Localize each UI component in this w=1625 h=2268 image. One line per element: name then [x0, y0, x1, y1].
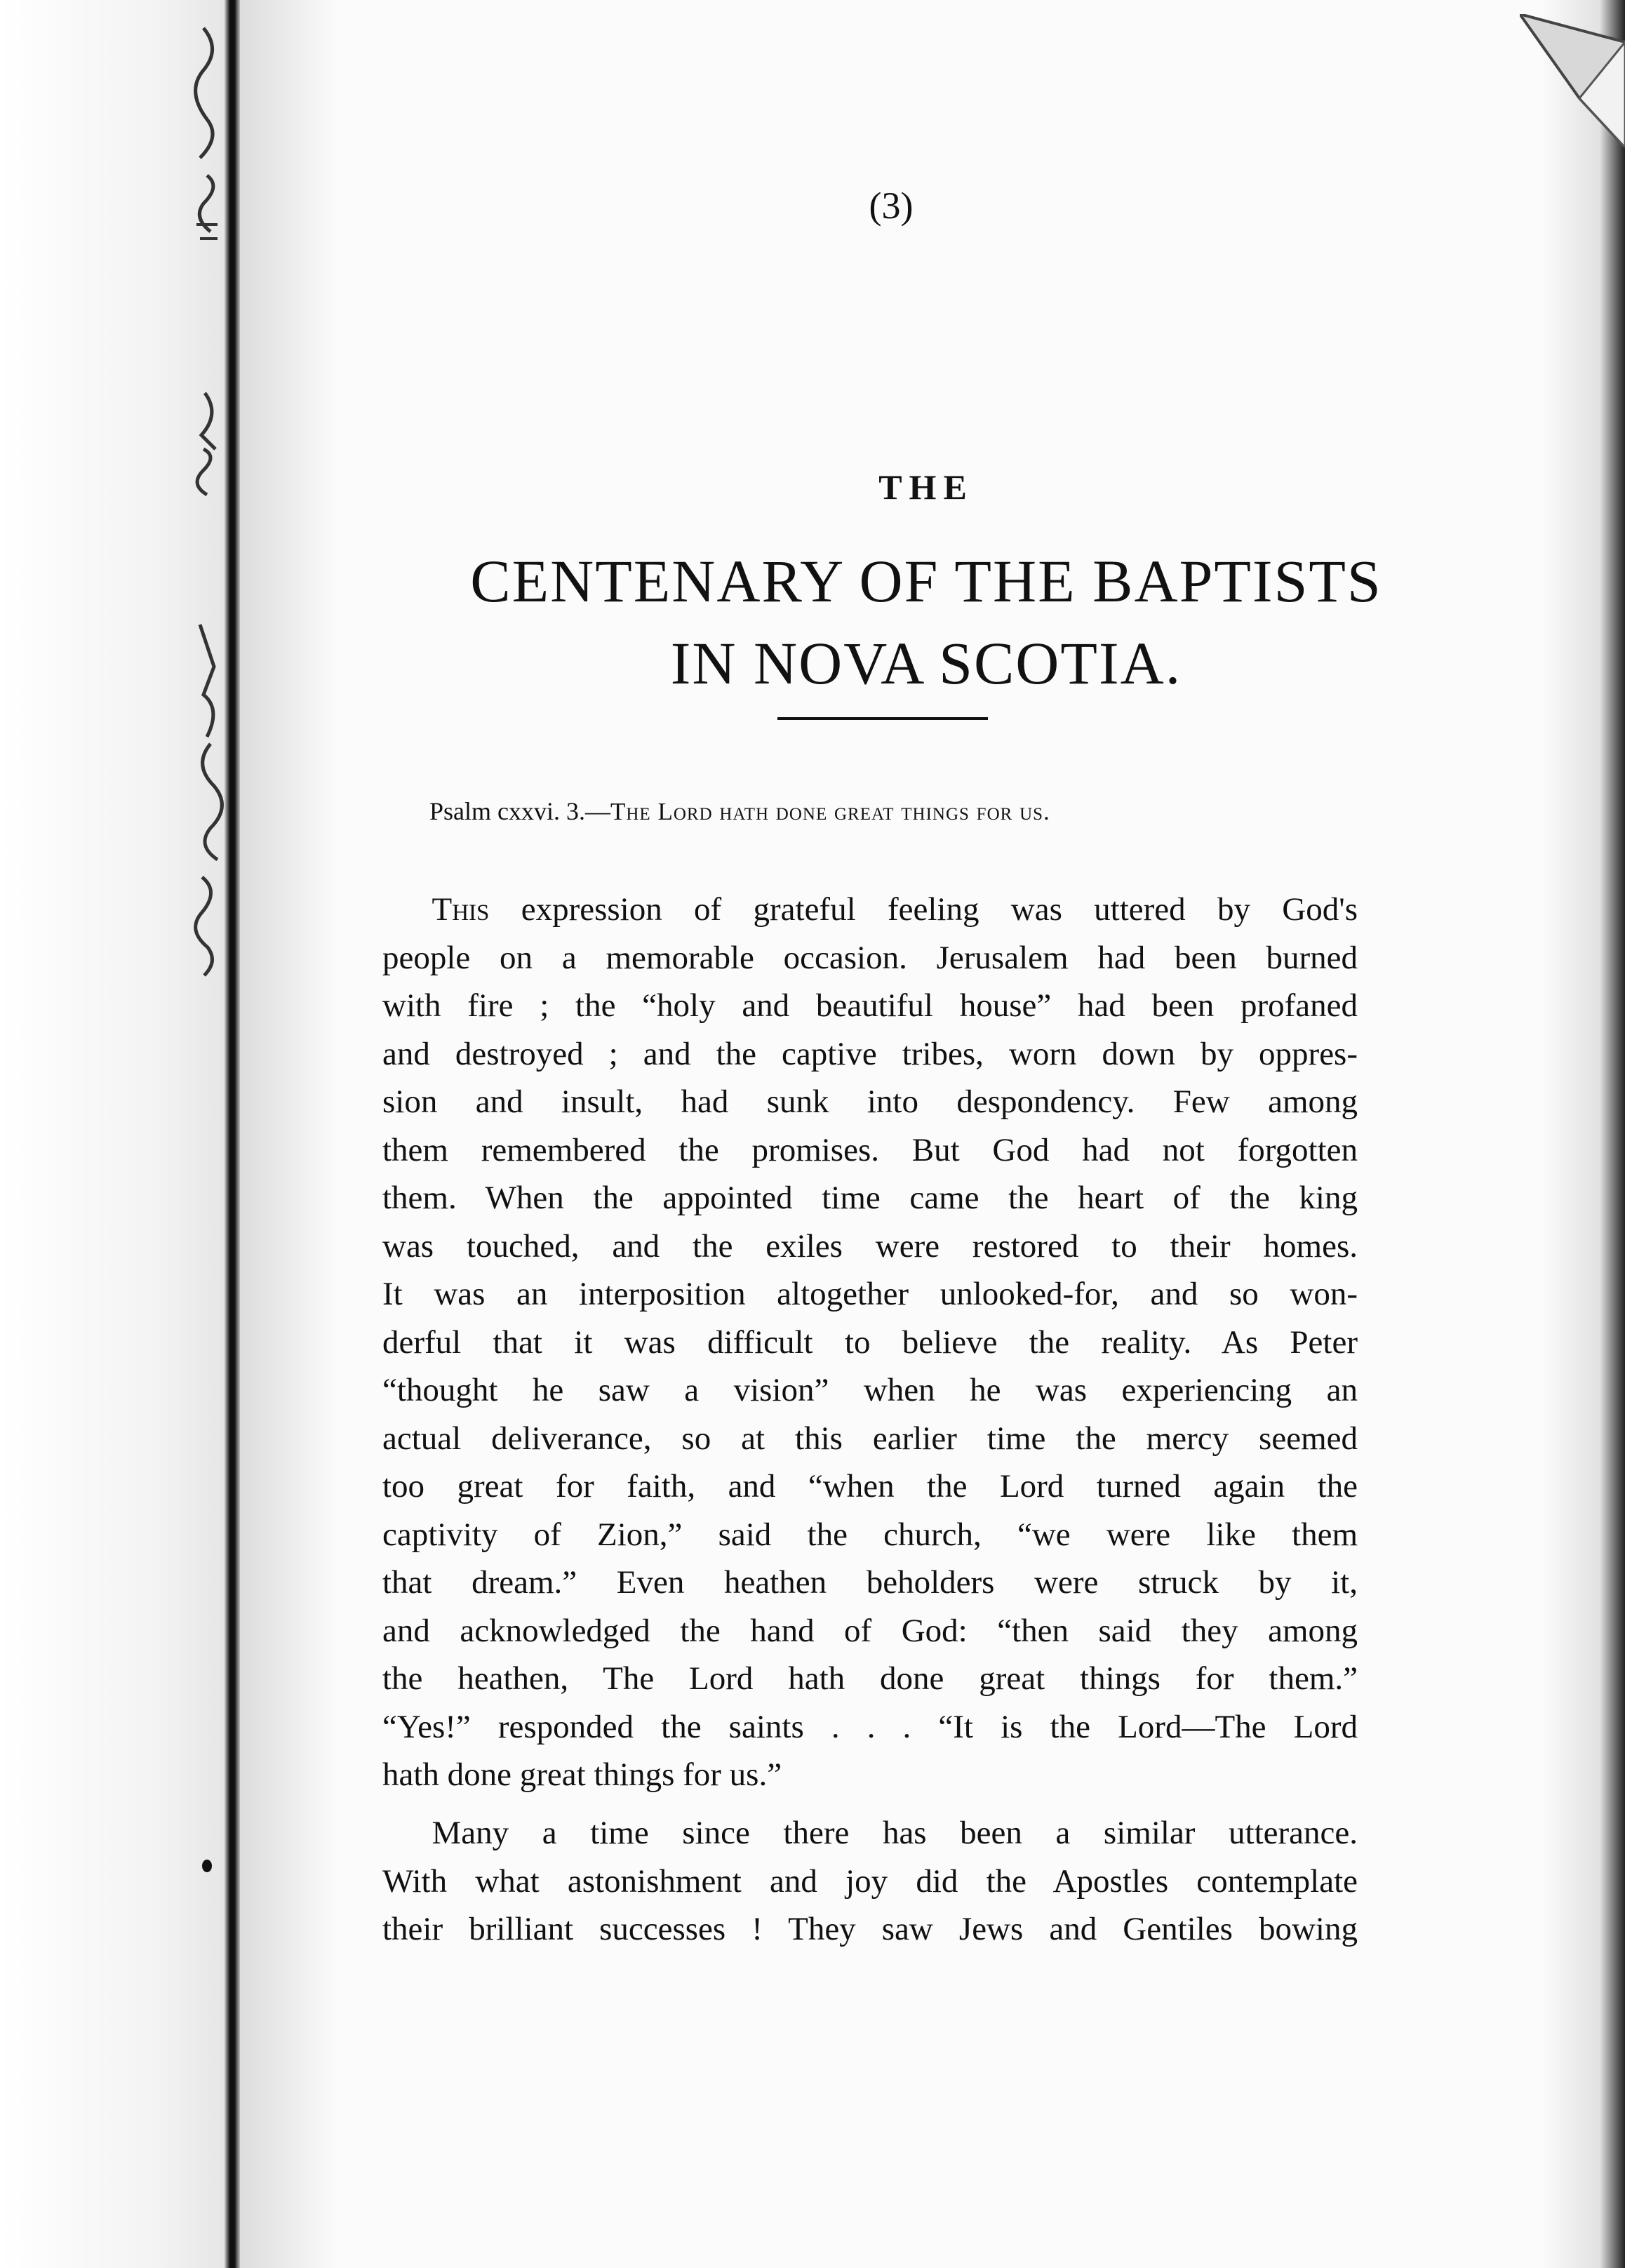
paragraph-line: sion and insult, had sunk into despondency. Few among: [382, 1083, 1358, 1120]
paragraph-line: captivity of Zion,” said the church, “we were like them: [382, 1516, 1358, 1553]
paragraph-line: them. When the appointed time came the heart of the king: [382, 1180, 1358, 1216]
paragraph-line: was touched, and the exiles were restored to their homes.: [382, 1227, 1358, 1265]
paragraph-line: It was an interposition altogether unlooked-for, and so won-: [382, 1276, 1358, 1312]
paragraph-line: Many a time since there has been a similar utterance.: [432, 1815, 1358, 1851]
paragraph-line: their brilliant successes ! They saw Jews and Gentiles bowing: [382, 1911, 1358, 1947]
paragraph-line: “Yes!” responded the saints . . . “It is the Lord—The Lord: [382, 1708, 1358, 1745]
gutter-shadow: [240, 0, 338, 2268]
paragraph-lead-word: This: [432, 891, 490, 928]
paragraph-line: actual deliverance, so at this earlier time the mercy seemed: [382, 1420, 1358, 1457]
binding-gutter: [225, 0, 240, 2268]
page-right-edge: [1541, 0, 1625, 2268]
epigraph-quote: The Lord hath done great things for us.: [610, 798, 1050, 825]
folded-corner: [1520, 14, 1625, 147]
epigraph-reference: Psalm cxxvi. 3.—: [429, 797, 610, 825]
paragraph-line: people on a memorable occasion. Jerusalem had been burned: [382, 939, 1358, 976]
ink-spot: [202, 1860, 212, 1872]
page-number: (3): [869, 185, 914, 227]
paragraph-line: with fire ; the “holy and beautiful house” had been profaned: [382, 987, 1358, 1024]
paragraph-line: the heathen, The Lord hath done great things for them.”: [382, 1660, 1358, 1697]
title-divider: [777, 717, 988, 720]
paragraph-1: [382, 886, 1358, 1799]
paragraph-line: This expression of grateful feeling was uttered by God's: [432, 891, 1358, 928]
paragraph-line: them remembered the promises. But God had not forgotten: [382, 1131, 1358, 1168]
paragraph-line: derful that it was difficult to believe the reality. As Peter: [382, 1323, 1358, 1361]
paragraph-line: With what astonishment and joy did the Apostles contemplate: [382, 1862, 1358, 1900]
paragraph-line: and acknowledged the hand of God: “then said they among: [382, 1612, 1358, 1649]
paragraph-line: “thought he saw a vision” when he was experiencing an: [382, 1372, 1358, 1408]
paragraph-line: hath done great things for us.”: [382, 1756, 782, 1793]
heading-the: THE: [878, 467, 974, 507]
page-title-line-1: CENTENARY OF THE BAPTISTS: [470, 547, 1382, 615]
paragraph-line: that dream.” Even heathen beholders were struck by it,: [382, 1564, 1358, 1601]
paragraph-line: too great for faith, and “when the Lord turned again the: [382, 1468, 1358, 1505]
paragraph-line: and destroyed ; and the captive tribes, worn down by oppres-: [382, 1035, 1358, 1072]
epigraph: [429, 796, 1384, 826]
page-title-line-2: IN NOVA SCOTIA.: [670, 629, 1182, 697]
paragraph-2: [382, 1809, 1358, 1954]
